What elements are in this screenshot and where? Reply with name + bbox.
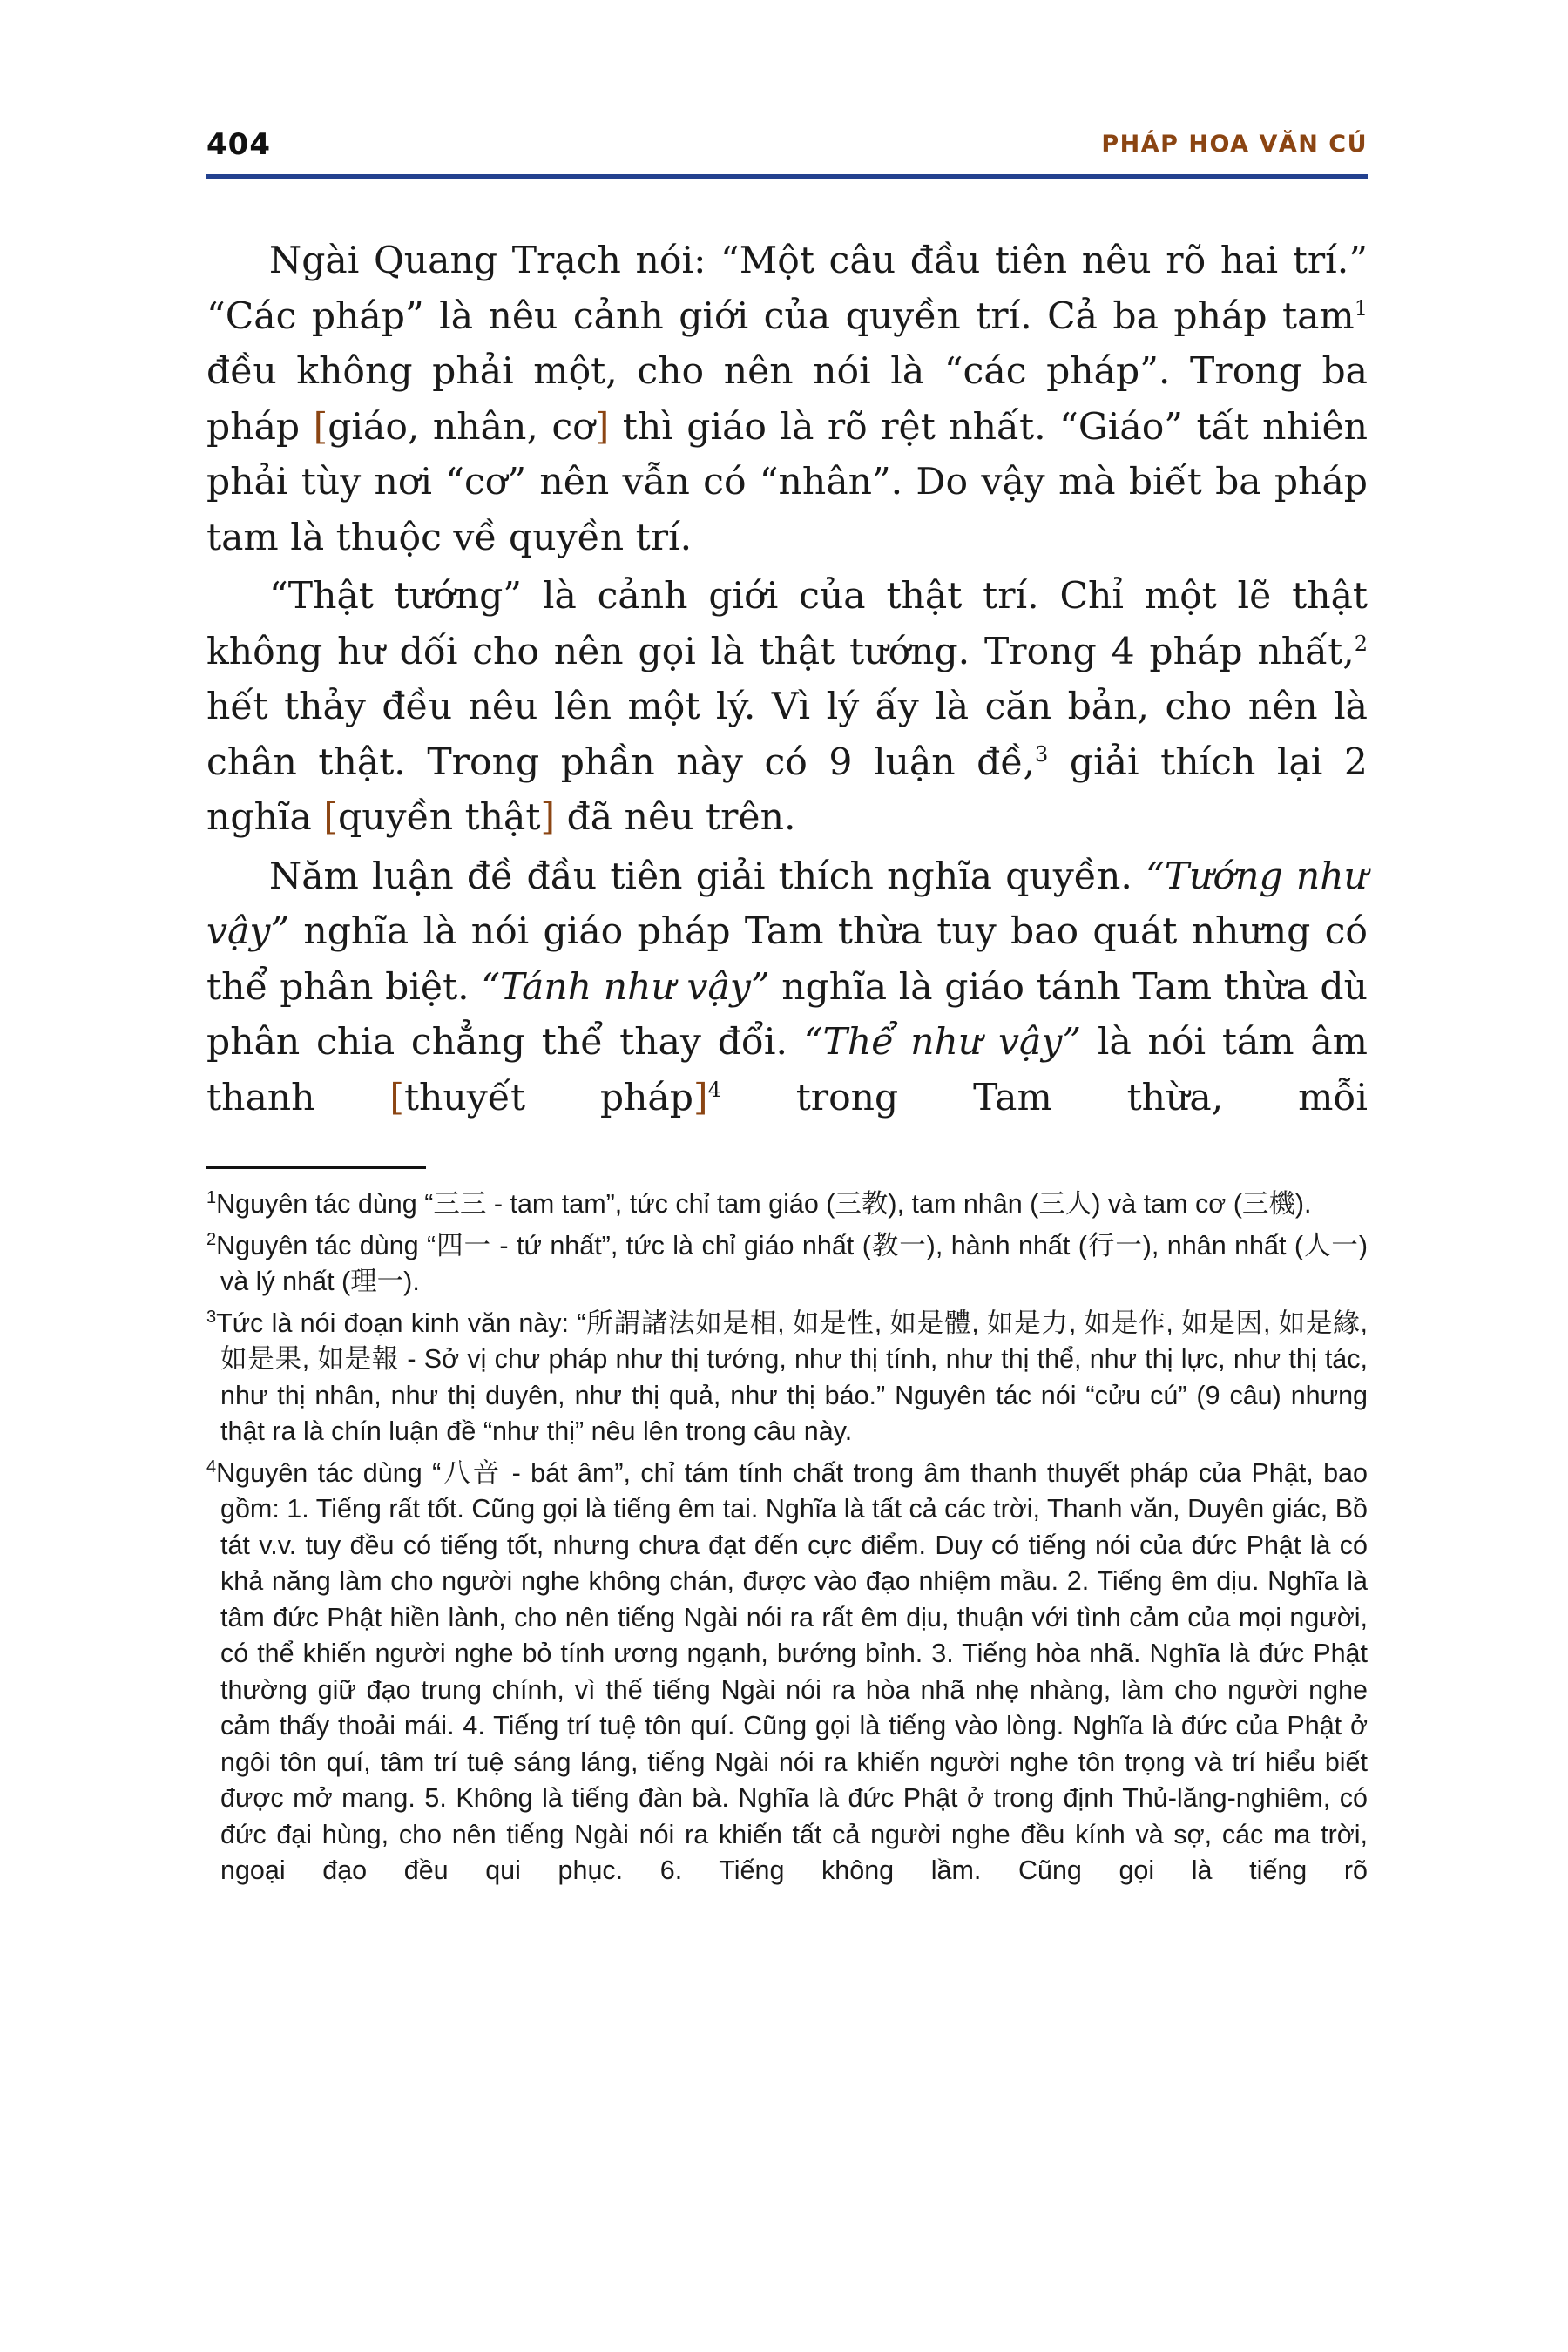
footnote-ref-2[interactable]: 2 <box>1354 631 1368 656</box>
footnotes <box>206 1186 1368 1895</box>
page-number: 404 <box>206 127 271 162</box>
footnote-ref-3[interactable]: 3 <box>1035 741 1049 767</box>
bracket-open: [ <box>323 796 338 839</box>
italic-term-1: “Tướng như vậy” <box>206 855 1368 953</box>
main-text <box>206 233 1368 1129</box>
running-title: PHÁP HOA VĂN CÚ <box>1101 131 1368 158</box>
footnote-number: 3 <box>206 1307 217 1327</box>
footnote-ref-4[interactable]: 4 <box>707 1077 721 1102</box>
footnote-number: 2 <box>206 1229 217 1249</box>
bracket-close: ] <box>594 405 610 449</box>
bracket-open: [ <box>313 405 328 449</box>
footnote-2: $^2$Nguyên tác dùng “四一 - tứ nhất”, tức là chỉ giáo nhất (教一), hành nhất (行一), nhân nhất (人一) và lý nhất (理一). <box>206 1229 1368 1296</box>
paragraph-1: Ngài Quang Trạch nói: “Một câu đầu tiên nêu rõ hai trí.” “Các pháp” là nêu cảnh giới của quyền trí. Cả ba pháp tam$^1$ đều không phải một, cho nên nói là “các pháp”. Trong ba pháp [giáo, nhân, cơ] thì giáo là rõ rệt nhất. “Giáo” tất nhiên phải tùy nơi “cơ” nên vẫn có “nhân”. Do vậy mà biết ba pháp tam là thuộc về quyền trí. <box>206 240 1369 559</box>
bracket-close: ] <box>693 1076 708 1119</box>
paragraph-3: Năm luận đề đầu tiên giải thích nghĩa quyền. “Tướng như vậy” nghĩa là nói giáo pháp Tam thừa tuy bao quát nhưng có thể phân biệt. “Tánh như vậy” nghĩa là giáo tánh Tam thừa dù phân chia chẳng thể thay đổi. “Thể như vậy” là nói tám âm thanh [thuyết pháp]$^4$ trong Tam thừa, mỗi <box>206 855 1369 1119</box>
footnote-number: 4 <box>206 1456 217 1477</box>
footnote-3: $^3$Tức là nói đoạn kinh văn này: “所謂諸法如是相, 如是性, 如是體, 如是力, 如是作, 如是因, 如是緣, 如是果, 如是報 - Sở vị chư pháp như thị tướng, như thị tính, như thị thể, như thị lực, như thị tác, như thị nhân, như thị duyên, như thị quả, như thị báo.” Nguyên tác nói “cửu cú” (9 câu) nhưng thật ra là chín luận đề “như thị” nêu lên trong câu này. <box>206 1307 1368 1446</box>
bracket-open: [ <box>389 1076 404 1119</box>
italic-term-2: “Tánh như vậy” <box>481 965 770 1009</box>
footnote-ref-1[interactable]: 1 <box>1354 295 1368 321</box>
italic-term-3: “Thể như vậy” <box>803 1021 1082 1064</box>
footnote-separator <box>206 1166 426 1169</box>
page-header <box>206 120 1368 172</box>
header-rule <box>206 174 1368 179</box>
footnote-number: 1 <box>206 1187 217 1207</box>
paragraph-2: “Thật tướng” là cảnh giới của thật trí. Chỉ một lẽ thật không hư dối cho nên gọi là thật tướng. Trong 4 pháp nhất,$^2$ hết thảy đều nêu lên một lý. Vì lý ấy là căn bản, cho nên là chân thật. Trong phần này có 9 luận đề,$^3$ giải thích lại 2 nghĩa [quyền thật] đã nêu trên. <box>206 575 1368 839</box>
footnote-4: $^4$Nguyên tác dùng “八音 - bát âm”, chỉ tám tính chất trong âm thanh thuyết pháp của Phật, bao gồm: 1. Tiếng rất tốt. Cũng gọi là tiếng êm tai. Nghĩa là tất cả các trời, Thanh văn, Duyên giác, Bồ tát v.v. tuy đều có tiếng tốt, nhưng chưa đạt đến cực điểm. Duy có tiếng nói của đức Phật là có khả năng làm cho người nghe không chán, được vào đạo nhiệm mầu. 2. Tiếng êm dịu. Nghĩa là tâm đức Phật hiền lành, cho nên tiếng Ngài nói ra rất êm dịu, thuận với tình cảm của mọi người, có thể khiến người nghe bỏ tính ương ngạnh, bướng bỉnh. 3. Tiếng hòa nhã. Nghĩa là đức Phật thường giữ đạo trung chính, vì thế tiếng Ngài nói ra hòa nhã nhẹ nhàng, làm cho người nghe cảm thấy thoải mái. 4. Tiếng trí tuệ tôn quí. Cũng gọi là tiếng vào lòng. Nghĩa là đức của Phật ở ngôi tôn quí, tâm trí tuệ sáng láng, tiếng Ngài nói ra khiến người nghe tôn trọng và trí hiểu biết được mở mang. 5. Không là tiếng đàn bà. Nghĩa là đức Phật ở trong định Thủ-lăng-nghiêm, có đức đại hùng, cho nên tiếng Ngài nói ra khiến tất cả người nghe đều kính và sợ, các ma trời, ngoại đạo đều qui phục. 6. Tiếng không lầm. Cũng gọi là tiếng rõ <box>206 1456 1368 1885</box>
footnote-1: $^1$Nguyên tác dùng “三三 - tam tam”, tức chỉ tam giáo (三教), tam nhân (三人) và tam cơ (三機). <box>206 1187 1312 1219</box>
bracket-close: ] <box>540 796 556 839</box>
